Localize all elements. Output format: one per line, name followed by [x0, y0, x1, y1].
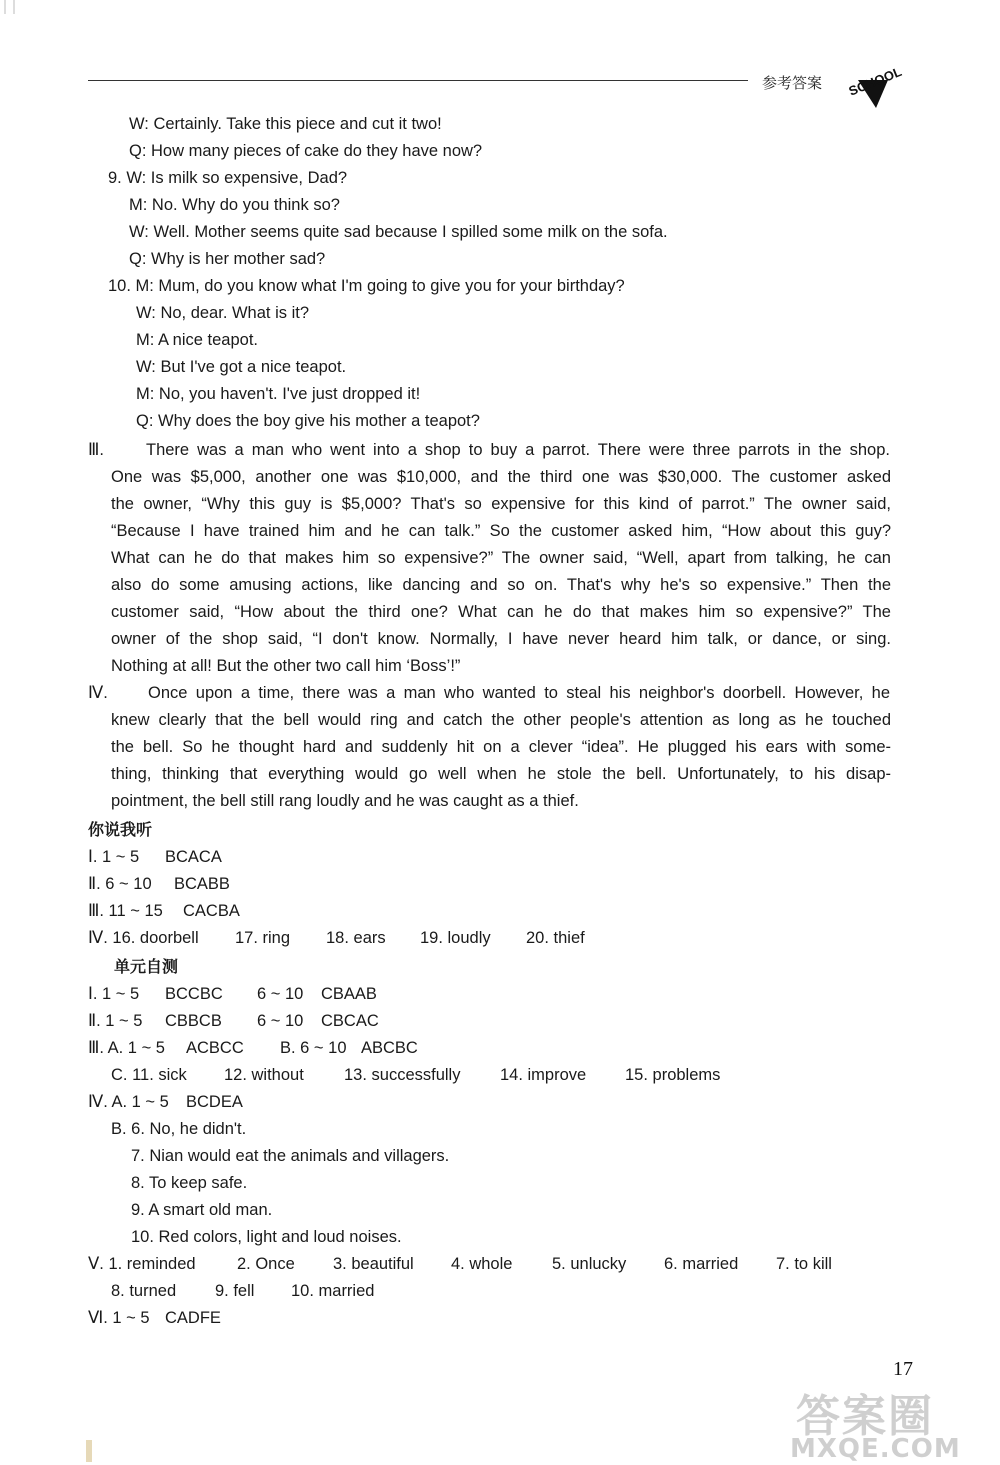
answer-item: 3. beautiful: [333, 1255, 414, 1273]
answer-letters: CACBA: [183, 902, 240, 920]
answer-letters: CBBCB: [165, 1012, 222, 1030]
answer-item: C. 11. sick: [111, 1066, 187, 1084]
passage-3-line: Nothing at all! But the other two call him ‘Boss’!”: [111, 657, 461, 675]
dialogue-line: Q: Why is her mother sad?: [129, 250, 326, 268]
dialogue-line: W: Certainly. Take this piece and cut it two!: [129, 115, 442, 133]
answer-range: Ⅱ. 6 ~ 10: [88, 875, 152, 893]
passage-3-line: One was $5,000, another one was $10,000, and the third one was $30,000. The customer asked: [111, 468, 891, 486]
answer-range: Ⅳ. A. 1 ~ 5: [88, 1093, 169, 1111]
dialogue-line: W: But I've got a nice teapot.: [136, 358, 347, 376]
dialogue-line: M: A nice teapot.: [136, 331, 258, 349]
answer-item: 7. to kill: [776, 1255, 832, 1273]
answer-item: Ⅳ. 16. doorbell: [88, 929, 199, 947]
passage-3-label: Ⅲ.: [88, 441, 104, 459]
answer-letters: CBCAC: [321, 1012, 379, 1030]
answer-item: 13. successfully: [344, 1066, 461, 1084]
answer-range: 6 ~ 10: [257, 1012, 304, 1030]
passage-4-line: the bell. So he thought hard and suddenly hit on a clever “idea”. He plugged his ears with some-: [111, 738, 891, 756]
answer-item: 2. Once: [237, 1255, 295, 1273]
passage-3-line: owner of the shop said, “I don't know. Normally, I have never heard him talk, or dance, or sing.: [111, 630, 891, 648]
logo-text: SCHOOL: [846, 63, 904, 99]
dialogue-line: Q: How many pieces of cake do they have now?: [129, 142, 483, 160]
passage-4-line: pointment, the bell still rang loudly and he was caught as a thief.: [111, 792, 579, 810]
answer-item: 18. ears: [326, 929, 386, 947]
answer-letters: BCACA: [165, 848, 222, 866]
answer-item: 5. unlucky: [552, 1255, 627, 1273]
section-heading: 你说我听: [88, 820, 153, 839]
dialogue-line: M: No. Why do you think so?: [129, 196, 340, 214]
answer-sentence: 9. A smart old man.: [131, 1201, 273, 1219]
passage-3-line: What can he do that makes him so expensive?” The owner said, “Well, apart from talking, he can: [111, 549, 891, 567]
answer-range: Ⅲ. 11 ~ 15: [88, 902, 163, 920]
answer-range: Ⅱ. 1 ~ 5: [88, 1012, 143, 1030]
answer-range: Ⅲ. A. 1 ~ 5: [88, 1039, 165, 1057]
passage-4-line: Once upon a time, there was a man who wanted to steal his neighbor's doorbell. However, he: [148, 684, 890, 702]
passage-3-line: customer said, “How about the third one? What can he do that makes him so expensive?” The: [111, 603, 891, 621]
dialogue-line: 9. W: Is milk so expensive, Dad?: [108, 169, 348, 187]
dialogue-line: W: No, dear. What is it?: [136, 304, 310, 322]
answer-sentence: 8. To keep safe.: [131, 1174, 248, 1192]
answer-range: 6 ~ 10: [257, 985, 304, 1003]
answer-sentence: 7. Nian would eat the animals and villagers.: [131, 1147, 450, 1165]
answer-item: 12. without: [224, 1066, 304, 1084]
passage-3-line: also do some amusing actions, like dancing and so on. That's why he's so expensive.” Then the: [111, 576, 891, 594]
answer-item: 4. whole: [451, 1255, 513, 1273]
passage-4-line: knew clearly that the bell would ring and catch the other people's attention as long as he touched: [111, 711, 891, 729]
answer-range: Ⅰ. 1 ~ 5: [88, 848, 140, 866]
answer-letters: BCCBC: [165, 985, 223, 1003]
dialogue-line: M: No, you haven't. I've just dropped it!: [136, 385, 421, 403]
dialogue-line: 10. M: Mum, do you know what I'm going to give you for your birthday?: [108, 277, 625, 295]
passage-4-line: thing, thinking that everything would go well when he stole the bell. Unfortunately, to his disap-: [111, 765, 891, 783]
answer-letters: ACBCC: [186, 1039, 244, 1057]
watermark: [776, 1378, 996, 1462]
answer-range: Ⅰ. 1 ~ 5: [88, 985, 140, 1003]
answer-item: 20. thief: [526, 929, 585, 947]
answer-item: 15. problems: [625, 1066, 721, 1084]
answer-item: 6. married: [664, 1255, 739, 1273]
section-heading: 单元自测: [114, 957, 179, 976]
answer-item: 14. improve: [500, 1066, 587, 1084]
passage-3-line: There was a man who went into a shop to buy a parrot. There were three parrots in the shop.: [146, 441, 890, 459]
answer-item: Ⅴ. 1. reminded: [88, 1255, 196, 1273]
passage-3-line: the owner, “Why this guy is $5,000? That's so expensive for this kind of parrot.” The owner said,: [111, 495, 891, 513]
answer-item: 8. turned: [111, 1282, 177, 1300]
answer-range: B. 6 ~ 10: [280, 1039, 347, 1057]
scan-edge-mark: [2, 0, 20, 14]
watermark-url-text: MXQE.COM: [790, 1434, 961, 1464]
header-title: 参考答案: [762, 74, 823, 92]
school-logo-icon: [838, 50, 910, 110]
answer-letters: BCDEA: [186, 1093, 243, 1111]
passage-3-line: “Because I have trained him and he can talk.” So the customer asked him, “How about this guy?: [111, 522, 891, 540]
dialogue-line: Q: Why does the boy give his mother a teapot?: [136, 412, 480, 430]
dialogue-line: W: Well. Mother seems quite sad because I spilled some milk on the sofa.: [129, 223, 668, 241]
scan-edge-mark: [86, 1440, 92, 1462]
header-rule: [88, 80, 748, 81]
page-number: 17: [893, 1358, 913, 1380]
answer-letters: CBAAB: [321, 985, 377, 1003]
answer-letters: BCABB: [174, 875, 230, 893]
passage-4-label: Ⅳ.: [88, 684, 108, 702]
answer-sentence: 10. Red colors, light and loud noises.: [131, 1228, 402, 1246]
answer-item: 19. loudly: [420, 929, 491, 947]
answer-range: Ⅵ. 1 ~ 5: [88, 1309, 150, 1327]
answer-letters: ABCBC: [361, 1039, 418, 1057]
answer-sentence: B. 6. No, he didn't.: [111, 1120, 247, 1138]
answer-item: 9. fell: [215, 1282, 255, 1300]
answer-item: 17. ring: [235, 929, 291, 947]
watermark-logo-text: 答案圈: [796, 1391, 934, 1442]
answer-letters: CADFE: [165, 1309, 221, 1327]
answer-item: 10. married: [291, 1282, 375, 1300]
